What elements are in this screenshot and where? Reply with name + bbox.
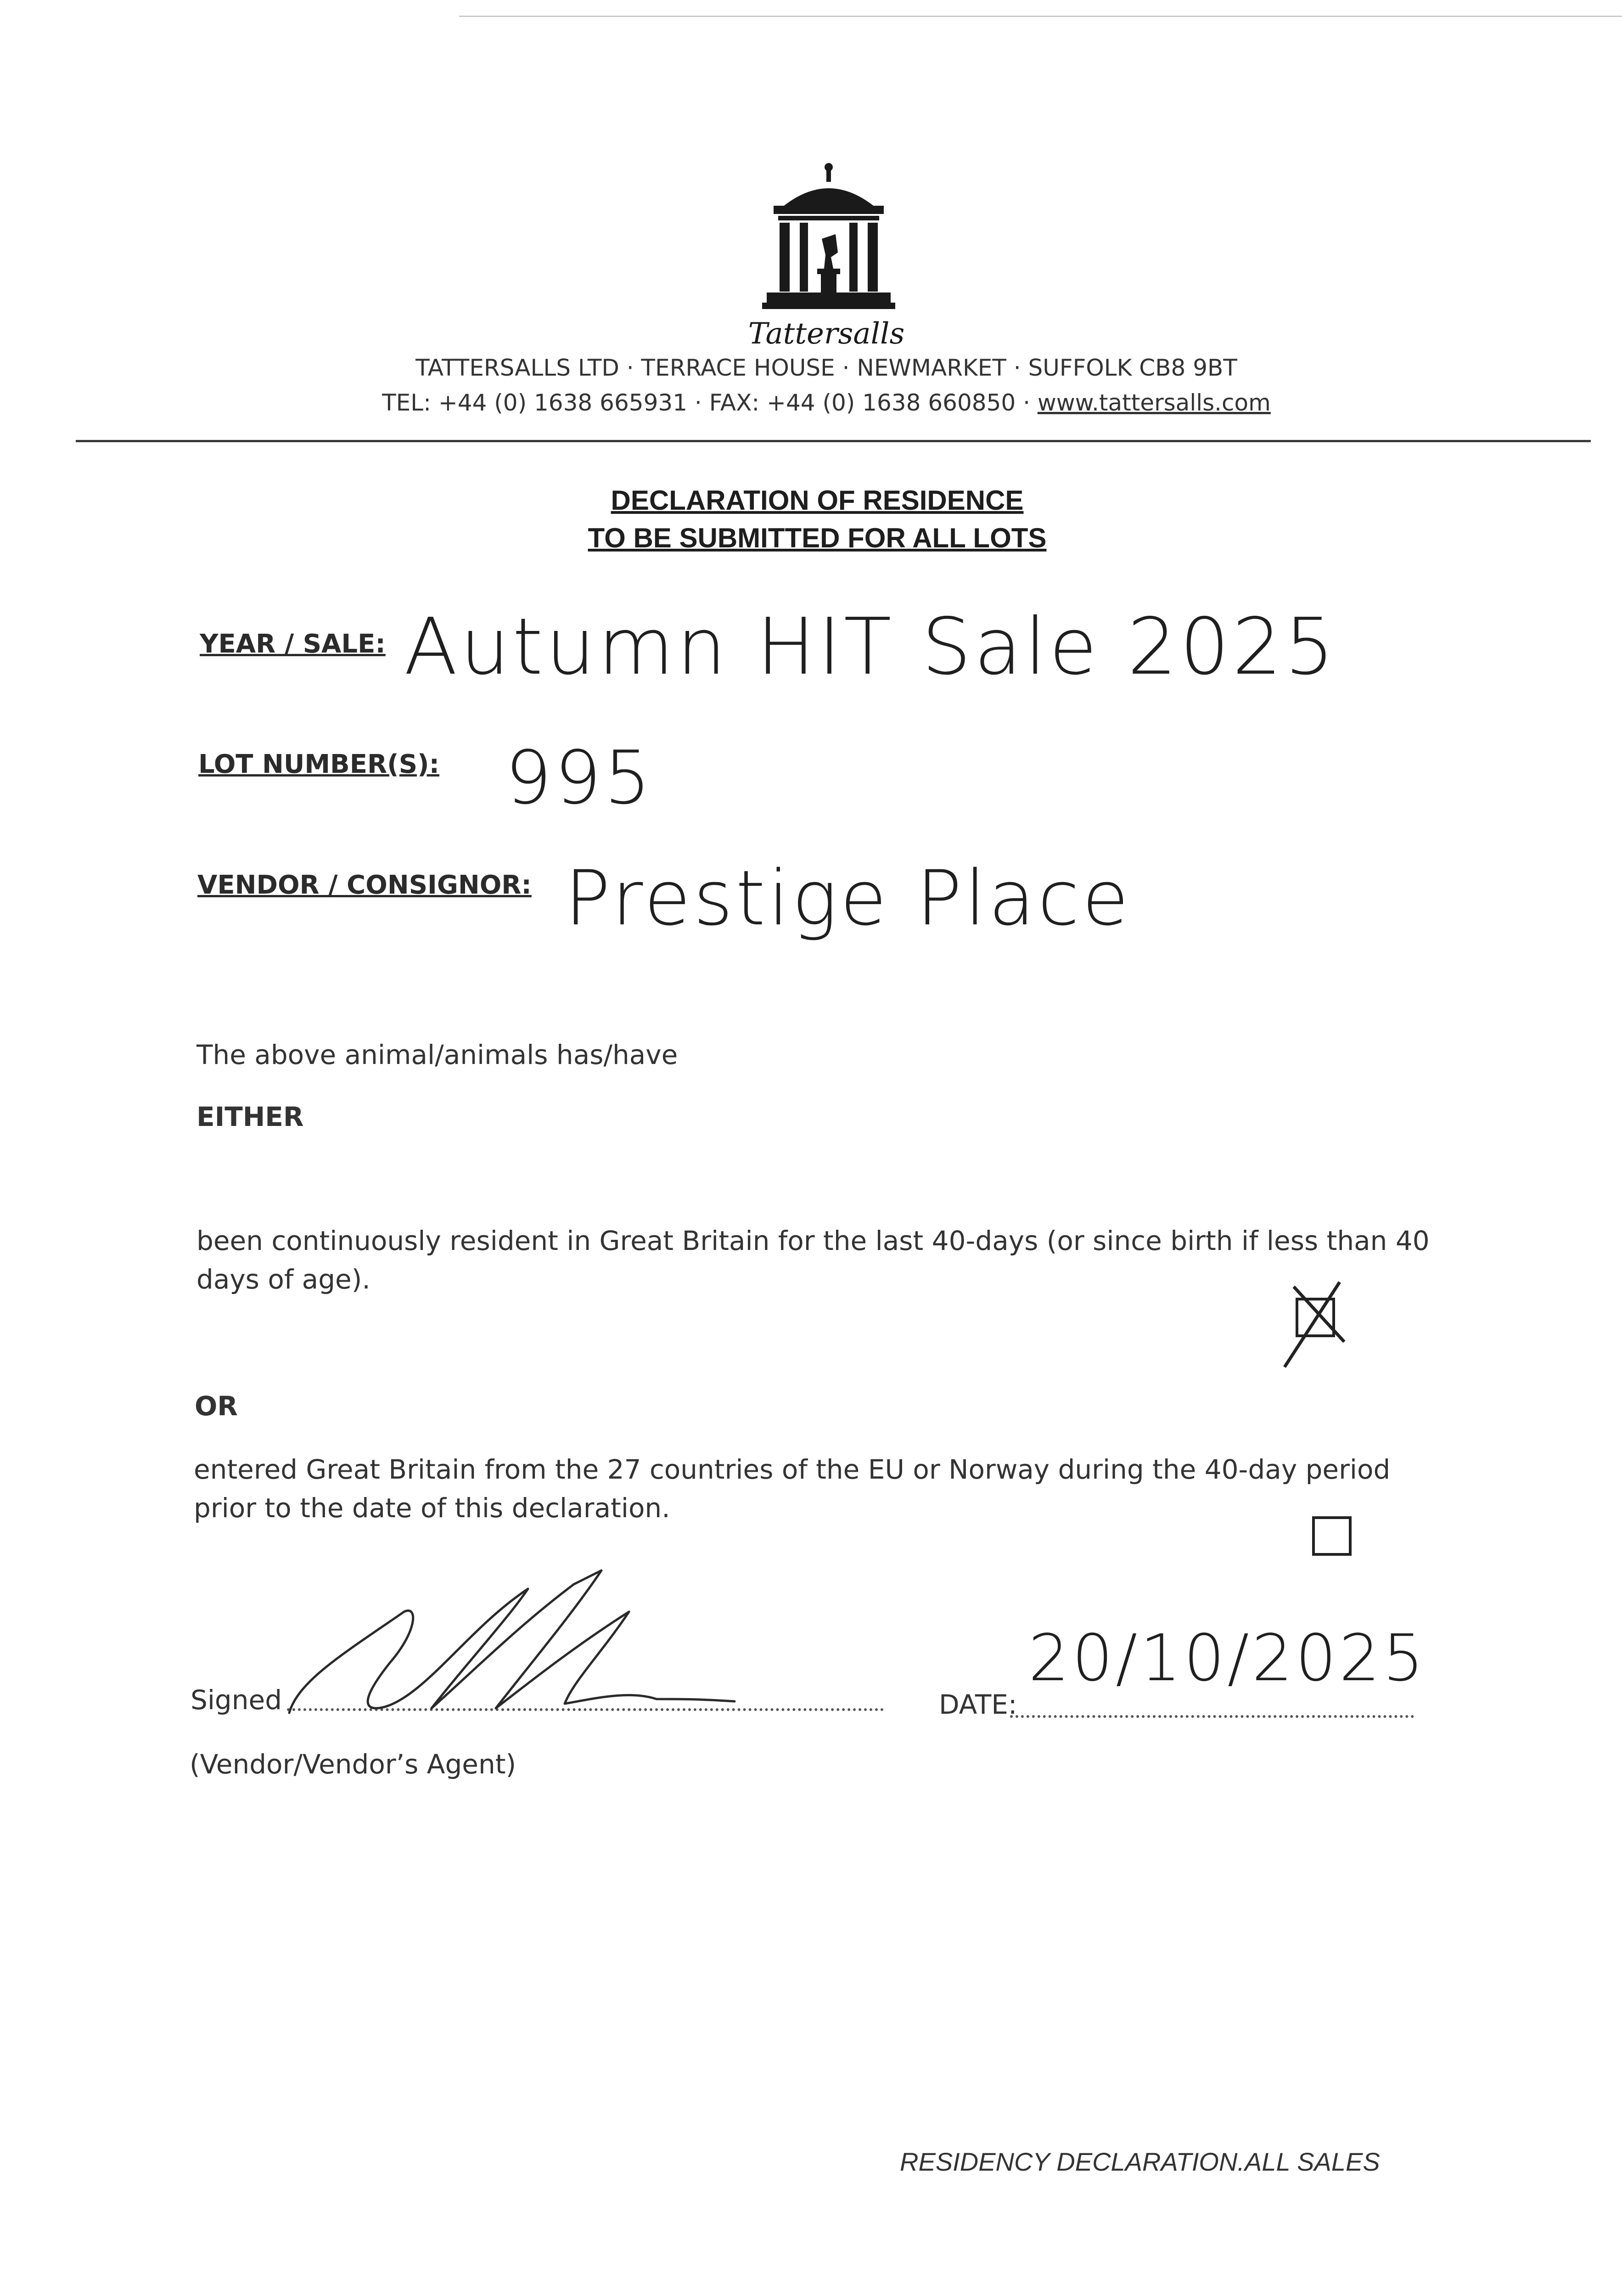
year-sale-label: YEAR / SALE: [200,629,386,659]
intro-text: The above animal/animals has/have [196,1039,678,1070]
lot-number-value: 995 [505,735,654,821]
check-x-mark-icon [1285,1277,1358,1369]
or-label: OR [195,1390,238,1422]
date-value: 20/10/2025 [1028,1621,1426,1696]
vendor-label: VENDOR / CONSIGNOR: [197,870,532,900]
contact-numbers: TEL: +44 (0) 1638 665931 · FAX: +44 (0) 1638 660850 · [382,389,1038,416]
header-divider [76,440,1591,442]
document-subtitle: TO BE SUBMITTED FOR ALL LOTS [588,523,1047,553]
footer-reference: RESIDENCY DECLARATION.ALL SALES [900,2147,1380,2176]
year-sale-value: Autumn HIT Sale 2025 [404,602,1337,692]
either-label: EITHER [196,1101,304,1132]
document-title: DECLARATION OF RESIDENCE [611,485,1024,516]
signed-label: Signed [191,1684,282,1716]
signer-role: (Vendor/Vendor’s Agent) [190,1749,516,1780]
company-address: TATTERSALLS LTD · TERRACE HOUSE · NEWMARKET · SUFFOLK CB8 9BT [415,355,1237,381]
option-2-checkbox[interactable] [1312,1516,1352,1556]
scan-edge-line [459,16,1622,17]
date-label: DATE: [939,1689,1017,1720]
option-1-text: been continuously resident in Great Britain for the last 40-days (or since birth if less than 40 days of age). [196,1225,1430,1295]
brand-name: Tattersalls [748,317,905,351]
date-line [1010,1715,1414,1718]
handwritten-signature [280,1561,739,1722]
company-contact [321,389,1331,416]
vendor-value: Prestige Place [565,854,1132,942]
option-1-checkbox[interactable] [1296,1298,1335,1337]
option-2-text: entered Great Britain from the 27 countries of the EU or Norway during the 40-day period prior to the date of this declaration. [194,1454,1391,1524]
tattersalls-logo-icon [762,161,895,312]
lot-number-label: LOT NUMBER(S): [198,749,440,779]
website-link[interactable]: www.tattersalls.com [1037,389,1271,416]
